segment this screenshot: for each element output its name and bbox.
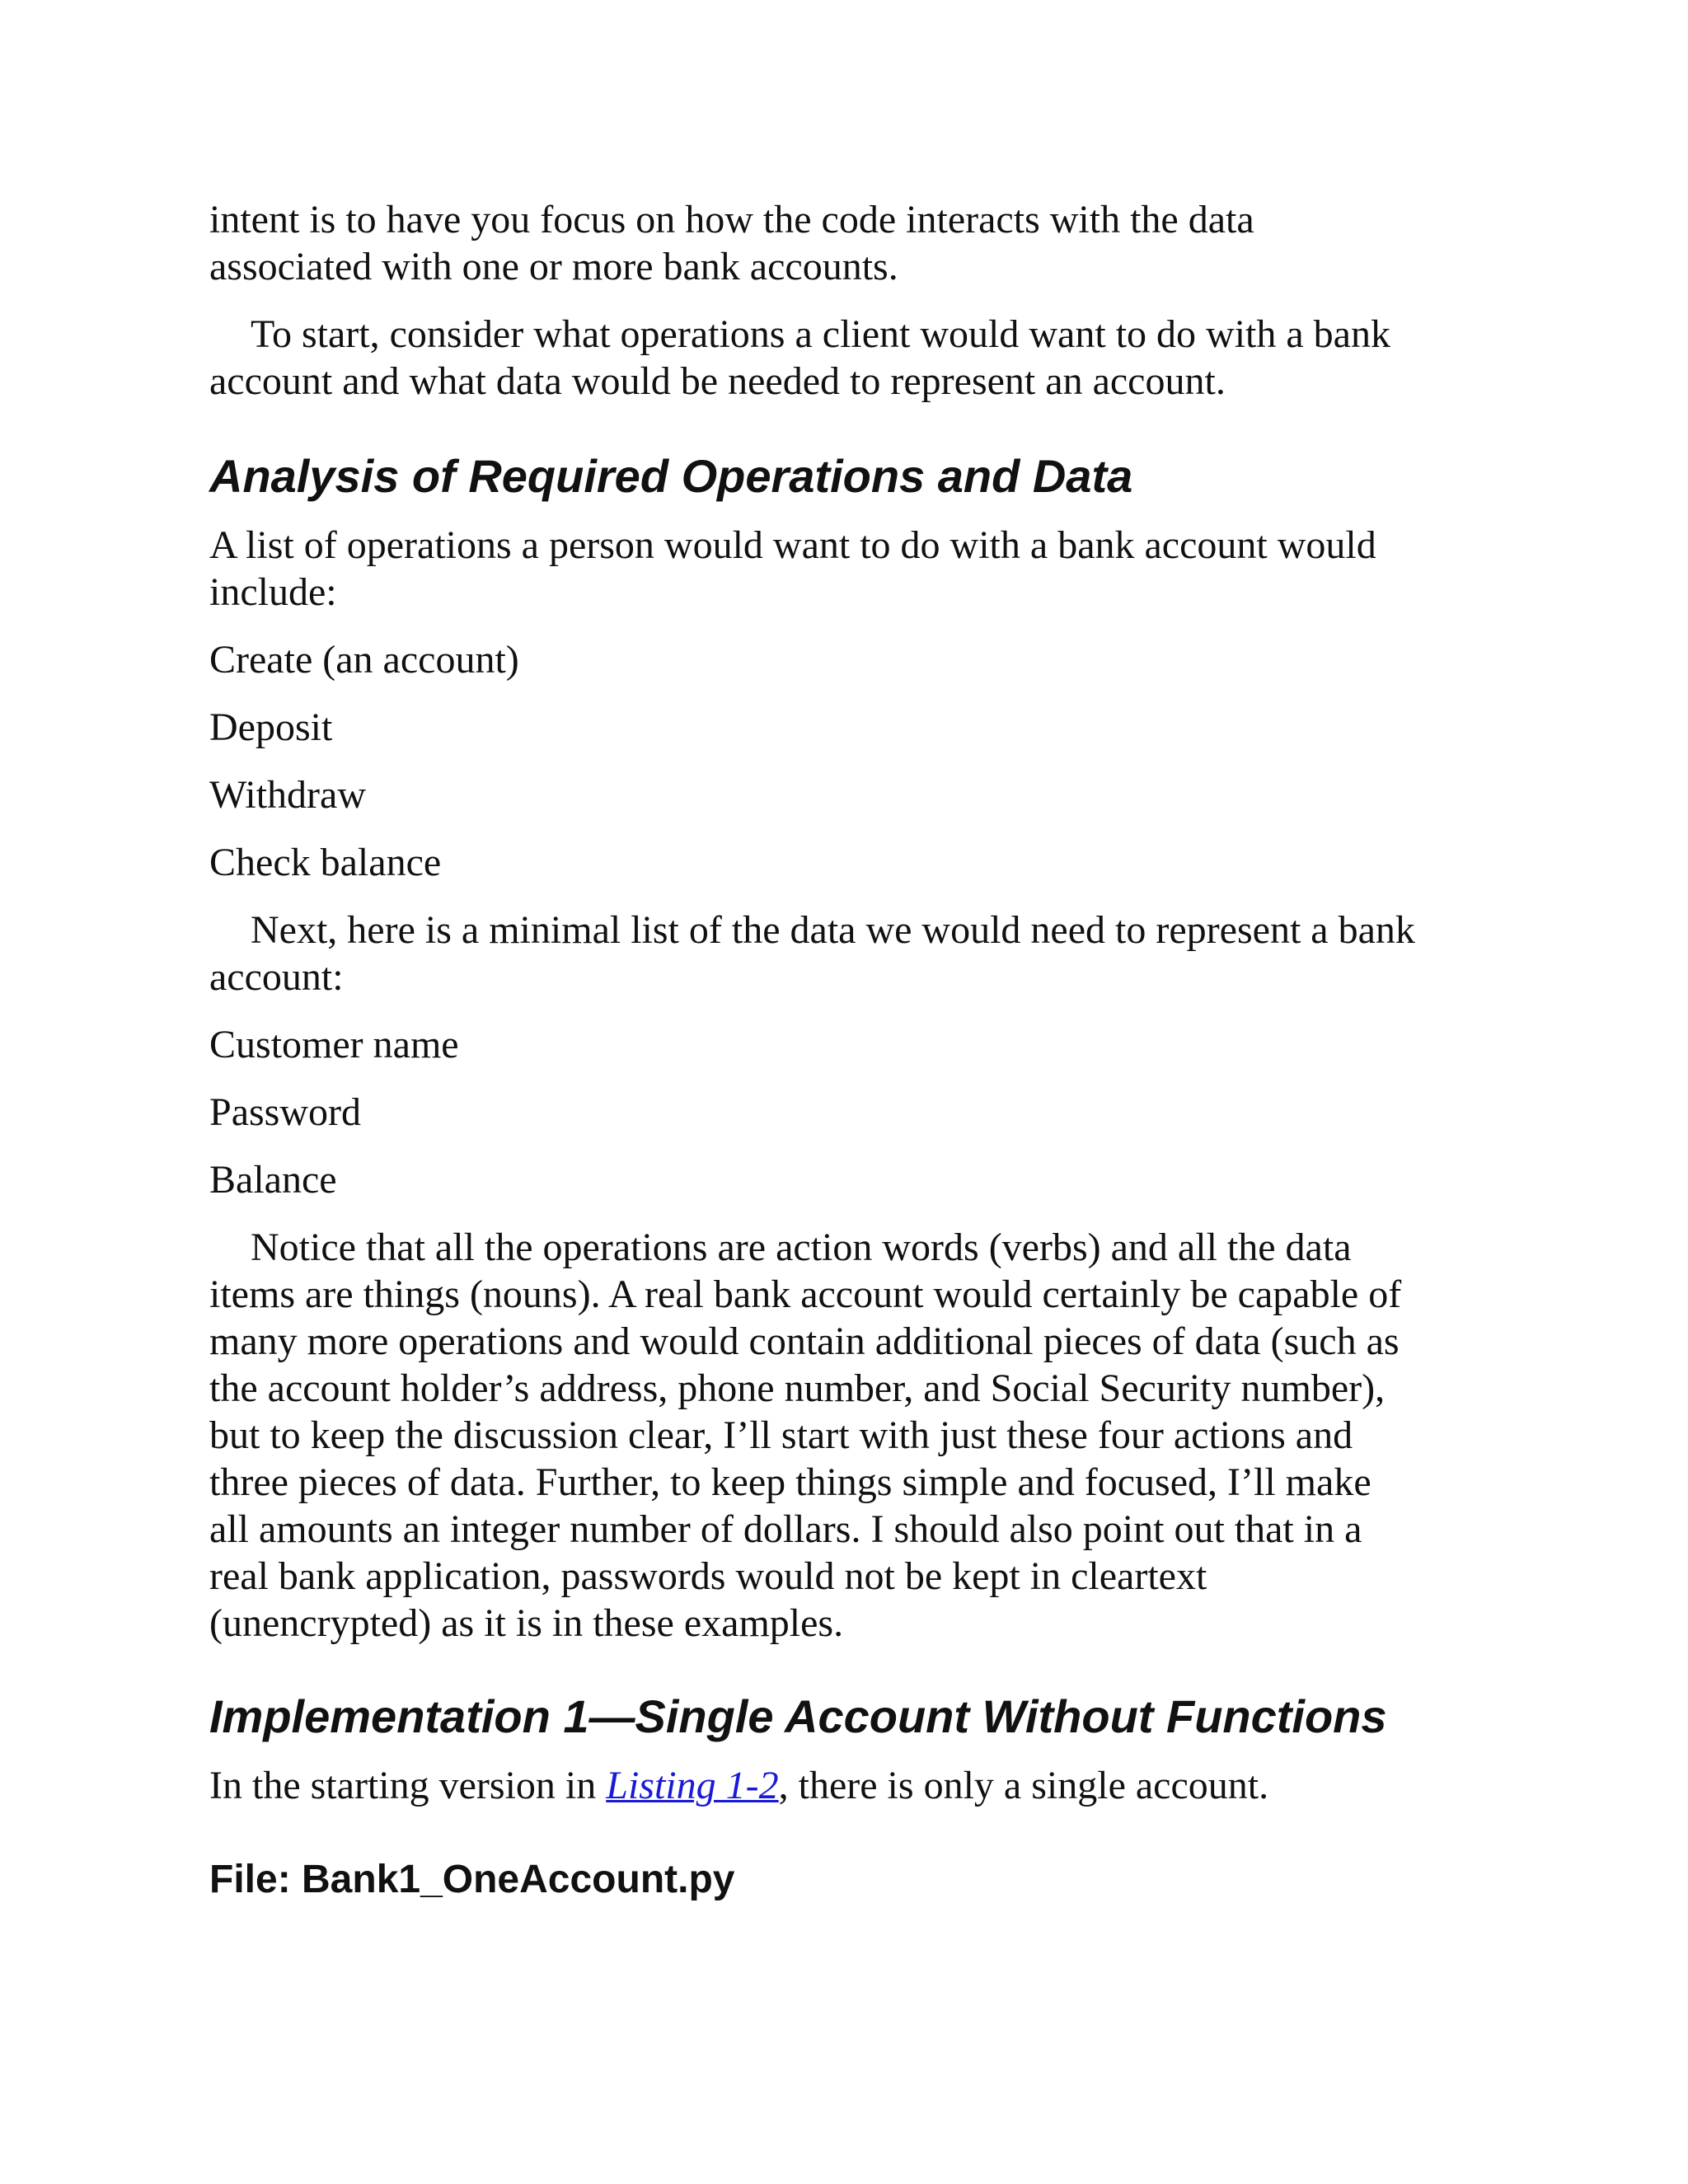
operation-item: Create (an account) (209, 638, 519, 682)
data-intro-line-1: Next, here is a minimal list of the data we would need to represent a bank (251, 908, 1415, 952)
notice-line: three pieces of data. Further, to keep things simple and focused, I’ll make (209, 1460, 1372, 1504)
notice-paragraph (209, 1224, 1479, 1647)
notice-line: all amounts an integer number of dollars. I should also point out that in a (209, 1507, 1362, 1551)
notice-line: real bank application, passwords would not be kept in cleartext (209, 1554, 1207, 1598)
operations-intro-line-1: A list of operations a person would want to do with a bank account would (209, 523, 1376, 567)
operations-intro-line-2: include: (209, 570, 337, 614)
file-label: File: Bank1_OneAccount.py (209, 1858, 735, 1901)
data-items-list (209, 1021, 1479, 1203)
data-item: Balance (209, 1158, 337, 1202)
heading-analysis: Analysis of Required Operations and Data (209, 450, 1133, 502)
notice-line: many more operations and would contain additional pieces of data (such as (209, 1319, 1400, 1363)
intro-line-2: associated with one or more bank accounts. (209, 245, 898, 288)
start-line-2: account and what data would be needed to represent an account. (209, 359, 1226, 403)
intro-line-1: intent is to have you focus on how the code interacts with the data (209, 198, 1254, 241)
implementation-line (209, 1762, 1479, 1809)
notice-line: the account holder’s address, phone number, and Social Security number), (209, 1366, 1386, 1410)
data-intro-paragraph (209, 907, 1479, 1001)
data-item: Password (209, 1090, 362, 1134)
operation-item: Check balance (209, 841, 442, 884)
notice-line: but to keep the discussion clear, I’ll start with just these four actions and (209, 1413, 1353, 1457)
operation-item: Deposit (209, 705, 333, 749)
implementation-text-after: , there is only a single account. (778, 1764, 1269, 1807)
notice-line: (unencrypted) as it is in these examples. (209, 1601, 844, 1645)
implementation-text-before: In the starting version in (209, 1764, 607, 1807)
listing-link[interactable]: Listing 1-2 (606, 1764, 779, 1807)
data-item: Customer name (209, 1023, 459, 1066)
document-page (209, 196, 1479, 1903)
implementation-paragraph (209, 1762, 1479, 1809)
notice-line: Notice that all the operations are action words (verbs) and all the data (251, 1226, 1352, 1269)
operations-intro-paragraph (209, 522, 1479, 616)
operation-item: Withdraw (209, 773, 367, 817)
intro-paragraph (209, 196, 1479, 290)
start-line-1: To start, consider what operations a client would want to do with a bank (251, 312, 1390, 356)
heading-implementation: Implementation 1—Single Account Without Functions (209, 1690, 1387, 1742)
notice-line: items are things (nouns). A real bank account would certainly be capable of (209, 1272, 1402, 1316)
start-paragraph (209, 311, 1479, 405)
data-intro-line-2: account: (209, 955, 344, 999)
operations-list (209, 636, 1479, 886)
